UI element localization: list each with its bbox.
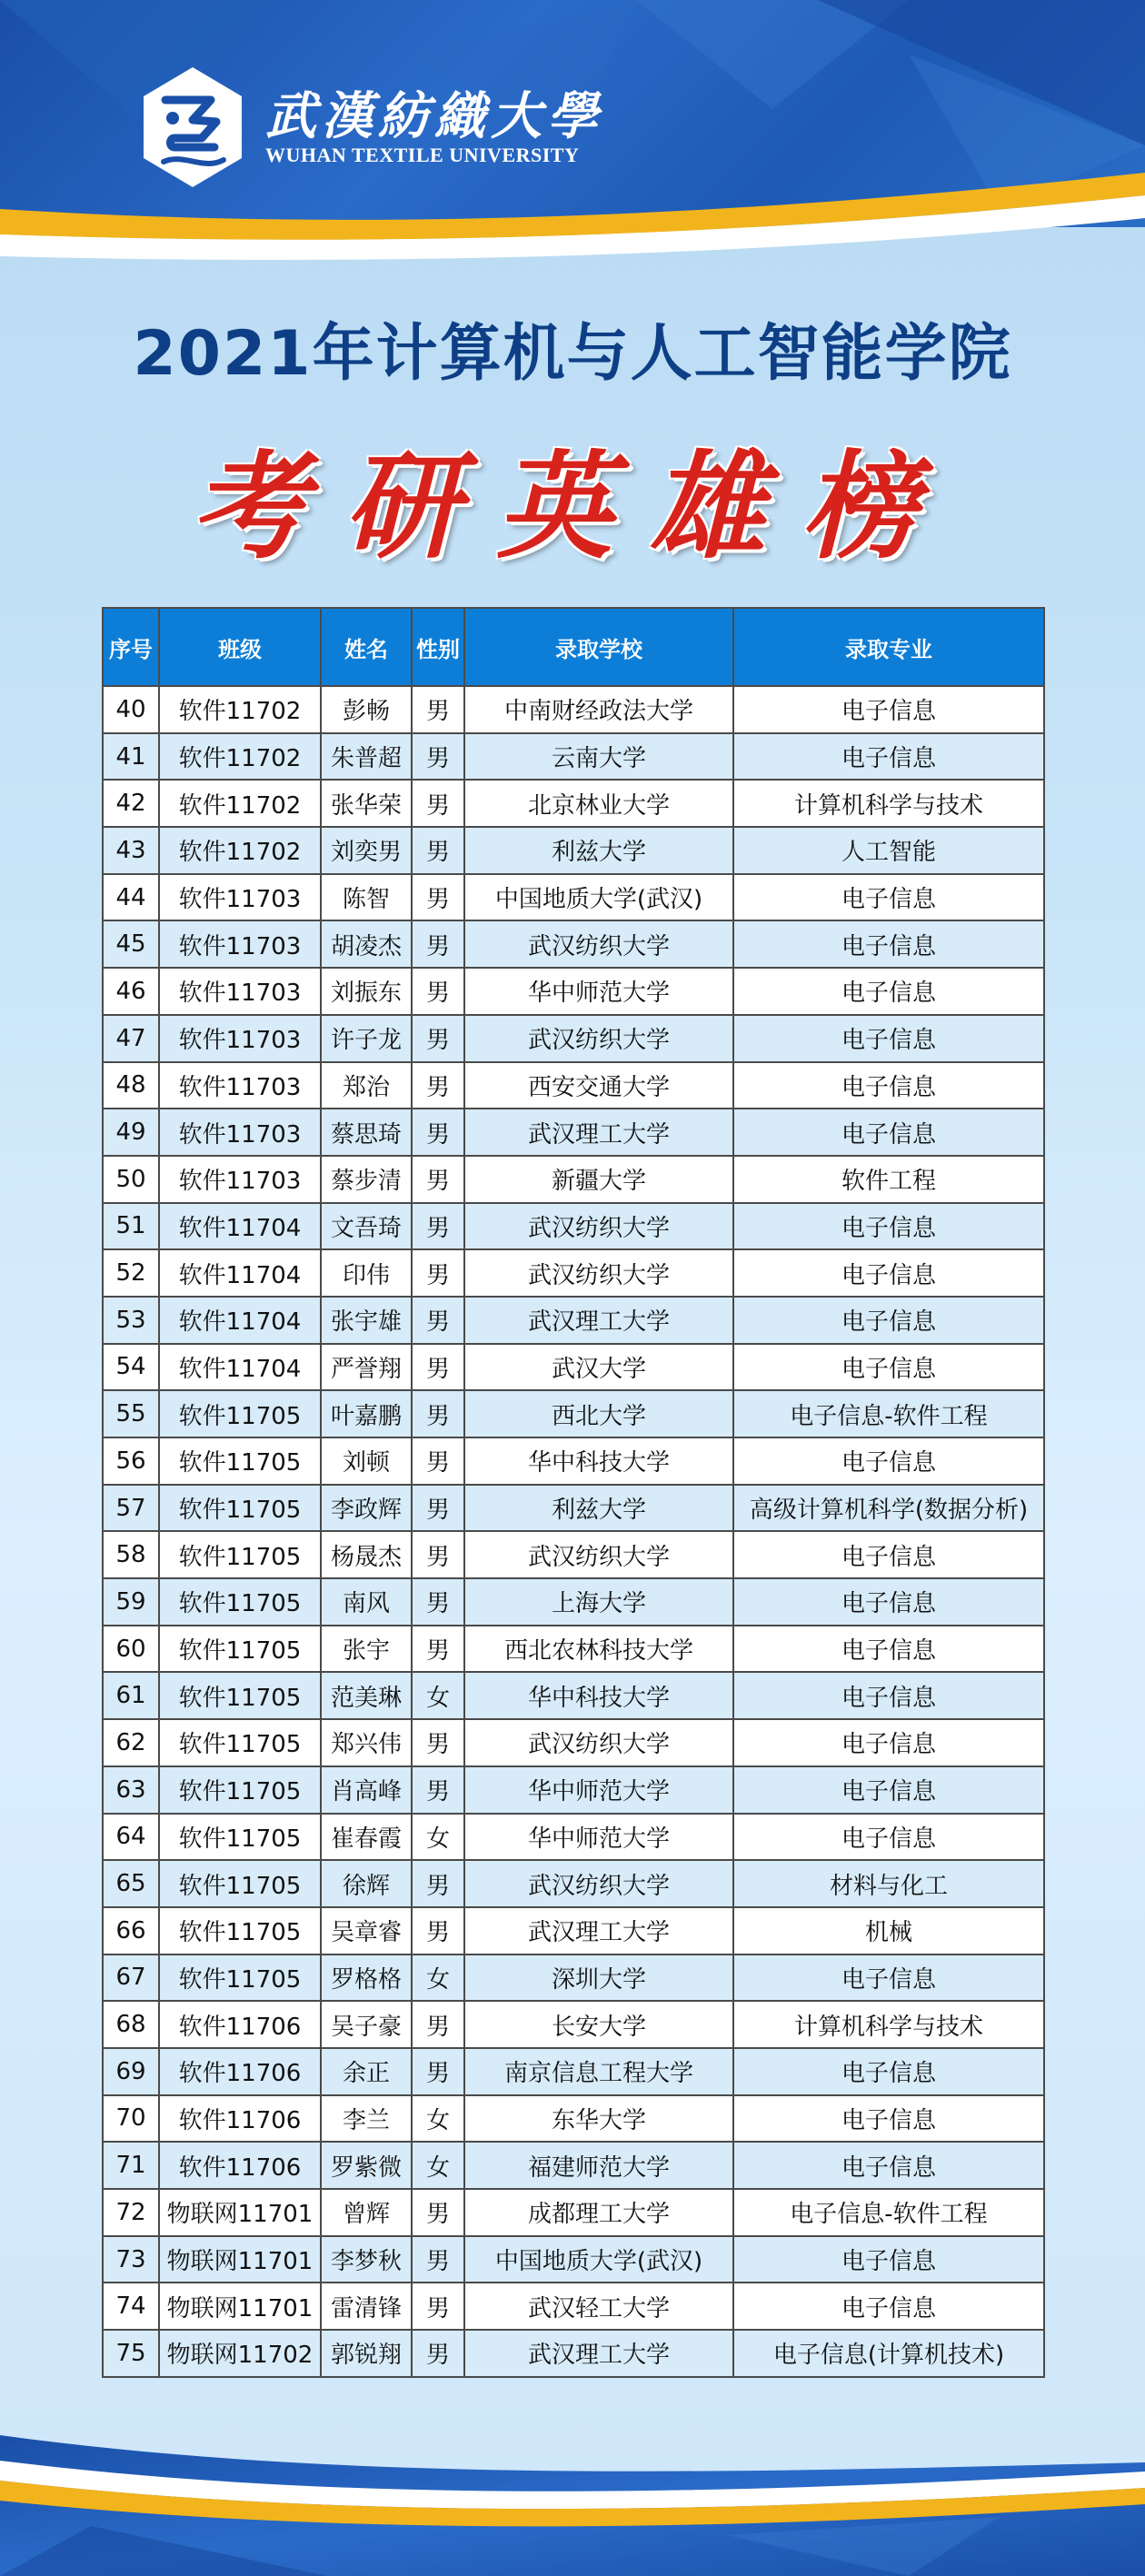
cell-school: 中国地质大学(武汉) (464, 874, 733, 921)
cell-major: 电子信息 (733, 1437, 1044, 1485)
cell-major: 电子信息 (733, 1578, 1044, 1626)
cell-name: 杨晟杰 (321, 1531, 412, 1578)
cell-gender: 女 (412, 1954, 464, 2002)
cell-gender: 男 (412, 1485, 464, 1532)
table-row (103, 1203, 1044, 1250)
cell-name: 印伟 (321, 1249, 412, 1297)
cell-class: 软件11705 (159, 1390, 321, 1437)
table-row (103, 2330, 1044, 2377)
cell-index: 73 (103, 2236, 159, 2283)
cell-index: 65 (103, 1860, 159, 1907)
cell-class: 物联网11701 (159, 2283, 321, 2330)
cell-major: 电子信息 (733, 1626, 1044, 1673)
cell-index: 45 (103, 920, 159, 968)
cell-class: 软件11705 (159, 1766, 321, 1814)
cell-school: 武汉纺织大学 (464, 1203, 733, 1250)
cell-major: 机械 (733, 1907, 1044, 1954)
cell-major: 电子信息 (733, 1766, 1044, 1814)
cell-major: 高级计算机科学(数据分析) (733, 1485, 1044, 1532)
cell-major: 电子信息 (733, 2142, 1044, 2189)
cell-school: 长安大学 (464, 2001, 733, 2048)
cell-gender: 男 (412, 1249, 464, 1297)
cell-school: 武汉纺织大学 (464, 1531, 733, 1578)
cell-school: 武汉纺织大学 (464, 1249, 733, 1297)
cell-name: 蔡步清 (321, 1156, 412, 1203)
cell-index: 60 (103, 1626, 159, 1673)
cell-class: 软件11702 (159, 686, 321, 733)
table-row (103, 2142, 1044, 2189)
cell-major: 计算机科学与技术 (733, 780, 1044, 827)
table-row (103, 1860, 1044, 1907)
cell-school: 华中师范大学 (464, 1766, 733, 1814)
cell-gender: 男 (412, 1626, 464, 1673)
cell-index: 57 (103, 1485, 159, 1532)
cell-name: 郑治 (321, 1062, 412, 1109)
cell-class: 软件11706 (159, 2001, 321, 2048)
cell-gender: 男 (412, 1109, 464, 1156)
cell-name: 罗紫微 (321, 2142, 412, 2189)
cell-school: 西北大学 (464, 1390, 733, 1437)
cell-name: 郑兴伟 (321, 1719, 412, 1766)
cell-major: 电子信息 (733, 1814, 1044, 1861)
cell-index: 51 (103, 1203, 159, 1250)
cell-major: 电子信息-软件工程 (733, 1390, 1044, 1437)
cell-index: 71 (103, 2142, 159, 2189)
table-row (103, 733, 1044, 781)
column-header-gender: 性别 (412, 608, 464, 686)
cell-school: 上海大学 (464, 1578, 733, 1626)
column-header-index: 序号 (103, 608, 159, 686)
table-row (103, 1249, 1044, 1297)
cell-class: 软件11702 (159, 780, 321, 827)
table-row (103, 2001, 1044, 2048)
cell-name: 彭畅 (321, 686, 412, 733)
cell-name: 余正 (321, 2048, 412, 2095)
table-row (103, 874, 1044, 921)
page-title: 2021年计算机与人工智能学院 (133, 318, 1012, 390)
cell-class: 软件11705 (159, 1907, 321, 1954)
cell-major: 电子信息 (733, 1344, 1044, 1391)
cell-school: 武汉理工大学 (464, 1907, 733, 1954)
cell-index: 54 (103, 1344, 159, 1391)
cell-major: 电子信息-软件工程 (733, 2189, 1044, 2236)
cell-name: 李政辉 (321, 1485, 412, 1532)
cell-name: 张宇 (321, 1626, 412, 1673)
cell-major: 电子信息 (733, 2236, 1044, 2283)
cell-gender: 男 (412, 1015, 464, 1062)
cell-name: 刘振东 (321, 968, 412, 1015)
cell-school: 中南财经政法大学 (464, 686, 733, 733)
cell-name: 李兰 (321, 2095, 412, 2143)
school-name-en: WUHAN TEXTILE UNIVERSITY (265, 144, 580, 166)
logo-emblem-icon (138, 64, 247, 191)
cell-class: 软件11705 (159, 1719, 321, 1766)
cell-gender: 男 (412, 1860, 464, 1907)
page-subtitle: 考研英雄榜 (190, 439, 954, 575)
cell-major: 电子信息 (733, 1531, 1044, 1578)
cell-gender: 男 (412, 920, 464, 968)
cell-gender: 男 (412, 686, 464, 733)
cell-gender: 男 (412, 874, 464, 921)
cell-gender: 男 (412, 1203, 464, 1250)
cell-name: 曾辉 (321, 2189, 412, 2236)
cell-gender: 男 (412, 2330, 464, 2377)
cell-school: 华中科技大学 (464, 1437, 733, 1485)
cell-index: 40 (103, 686, 159, 733)
table-row (103, 1719, 1044, 1766)
cell-gender: 男 (412, 2283, 464, 2330)
cell-name: 蔡思琦 (321, 1109, 412, 1156)
cell-name: 张宇雄 (321, 1297, 412, 1344)
cell-class: 软件11706 (159, 2095, 321, 2143)
cell-school: 成都理工大学 (464, 2189, 733, 2236)
cell-name: 雷清锋 (321, 2283, 412, 2330)
cell-major: 电子信息 (733, 2283, 1044, 2330)
cell-major: 电子信息 (733, 2095, 1044, 2143)
cell-index: 52 (103, 1249, 159, 1297)
cell-major: 材料与化工 (733, 1860, 1044, 1907)
cell-name: 许子龙 (321, 1015, 412, 1062)
cell-major: 电子信息 (733, 1109, 1044, 1156)
cell-index: 48 (103, 1062, 159, 1109)
cell-school: 深圳大学 (464, 1954, 733, 2002)
cell-class: 软件11704 (159, 1344, 321, 1391)
table-row (103, 2236, 1044, 2283)
cell-class: 软件11704 (159, 1203, 321, 1250)
table-row (103, 1062, 1044, 1109)
cell-gender: 男 (412, 2001, 464, 2048)
cell-school: 武汉纺织大学 (464, 920, 733, 968)
table-row (103, 2095, 1044, 2143)
cell-class: 软件11705 (159, 1437, 321, 1485)
cell-major: 电子信息 (733, 733, 1044, 781)
cell-major: 电子信息 (733, 2048, 1044, 2095)
table-row (103, 2283, 1044, 2330)
table-row (103, 1344, 1044, 1391)
table-row (103, 1672, 1044, 1719)
cell-class: 软件11703 (159, 1109, 321, 1156)
cell-school: 武汉轻工大学 (464, 2283, 733, 2330)
cell-school: 华中科技大学 (464, 1672, 733, 1719)
cell-index: 69 (103, 2048, 159, 2095)
cell-gender: 女 (412, 1672, 464, 1719)
table-row (103, 1109, 1044, 1156)
cell-major: 电子信息 (733, 1672, 1044, 1719)
cell-index: 50 (103, 1156, 159, 1203)
table-row (103, 1390, 1044, 1437)
table-row (103, 2189, 1044, 2236)
admission-table (102, 607, 1045, 2378)
university-logo (138, 64, 247, 194)
cell-name: 吴子豪 (321, 2001, 412, 2048)
cell-class: 软件11705 (159, 1626, 321, 1673)
cell-class: 软件11703 (159, 1156, 321, 1203)
cell-name: 刘顿 (321, 1437, 412, 1485)
cell-class: 软件11703 (159, 874, 321, 921)
cell-index: 58 (103, 1531, 159, 1578)
cell-class: 软件11704 (159, 1297, 321, 1344)
cell-gender: 男 (412, 1062, 464, 1109)
cell-index: 66 (103, 1907, 159, 1954)
cell-name: 肖高峰 (321, 1766, 412, 1814)
cell-name: 罗格格 (321, 1954, 412, 2002)
cell-gender: 男 (412, 1907, 464, 1954)
cell-index: 64 (103, 1814, 159, 1861)
cell-class: 物联网11702 (159, 2330, 321, 2377)
cell-gender: 男 (412, 1297, 464, 1344)
table-row (103, 1814, 1044, 1861)
cell-gender: 男 (412, 827, 464, 874)
table-row (103, 1578, 1044, 1626)
table-row (103, 1531, 1044, 1578)
cell-class: 软件11705 (159, 1485, 321, 1532)
cell-school: 南京信息工程大学 (464, 2048, 733, 2095)
table-row (103, 1954, 1044, 2002)
cell-class: 软件11706 (159, 2048, 321, 2095)
cell-gender: 男 (412, 1578, 464, 1626)
cell-school: 西安交通大学 (464, 1062, 733, 1109)
cell-index: 55 (103, 1390, 159, 1437)
cell-major: 电子信息 (733, 1203, 1044, 1250)
cell-major: 电子信息 (733, 1719, 1044, 1766)
cell-gender: 男 (412, 968, 464, 1015)
cell-index: 44 (103, 874, 159, 921)
cell-gender: 男 (412, 1719, 464, 1766)
cell-school: 武汉纺织大学 (464, 1860, 733, 1907)
cell-index: 41 (103, 733, 159, 781)
cell-major: 电子信息 (733, 968, 1044, 1015)
cell-gender: 男 (412, 2236, 464, 2283)
table-row (103, 1766, 1044, 1814)
cell-major: 计算机科学与技术 (733, 2001, 1044, 2048)
cell-major: 人工智能 (733, 827, 1044, 874)
cell-major: 电子信息 (733, 1297, 1044, 1344)
cell-class: 软件11705 (159, 1672, 321, 1719)
cell-major: 电子信息(计算机技术) (733, 2330, 1044, 2377)
column-header-class: 班级 (159, 608, 321, 686)
cell-name: 严誉翔 (321, 1344, 412, 1391)
cell-school: 北京林业大学 (464, 780, 733, 827)
table-header-row (103, 608, 1044, 686)
cell-school: 武汉理工大学 (464, 1109, 733, 1156)
cell-index: 62 (103, 1719, 159, 1766)
cell-gender: 男 (412, 780, 464, 827)
cell-index: 47 (103, 1015, 159, 1062)
cell-index: 74 (103, 2283, 159, 2330)
cell-major: 电子信息 (733, 1062, 1044, 1109)
cell-index: 56 (103, 1437, 159, 1485)
cell-gender: 女 (412, 2142, 464, 2189)
cell-school: 云南大学 (464, 733, 733, 781)
table-row (103, 1907, 1044, 1954)
cell-class: 软件11705 (159, 1814, 321, 1861)
cell-school: 武汉理工大学 (464, 1297, 733, 1344)
cell-major: 软件工程 (733, 1156, 1044, 1203)
cell-school: 新疆大学 (464, 1156, 733, 1203)
cell-gender: 男 (412, 733, 464, 781)
cell-major: 电子信息 (733, 920, 1044, 968)
cell-index: 67 (103, 1954, 159, 2002)
cell-name: 朱普超 (321, 733, 412, 781)
cell-class: 软件11703 (159, 1062, 321, 1109)
cell-gender: 男 (412, 2048, 464, 2095)
column-header-major: 录取专业 (733, 608, 1044, 686)
cell-gender: 男 (412, 1437, 464, 1485)
table-row (103, 1626, 1044, 1673)
cell-class: 软件11704 (159, 1249, 321, 1297)
cell-class: 软件11705 (159, 1860, 321, 1907)
cell-school: 武汉纺织大学 (464, 1719, 733, 1766)
table-row (103, 2048, 1044, 2095)
cell-index: 59 (103, 1578, 159, 1626)
cell-major: 电子信息 (733, 874, 1044, 921)
table-row (103, 827, 1044, 874)
cell-name: 范美琳 (321, 1672, 412, 1719)
cell-gender: 男 (412, 1156, 464, 1203)
column-header-name: 姓名 (321, 608, 412, 686)
column-header-school: 录取学校 (464, 608, 733, 686)
cell-index: 70 (103, 2095, 159, 2143)
cell-class: 软件11703 (159, 1015, 321, 1062)
cell-class: 物联网11701 (159, 2236, 321, 2283)
cell-school: 中国地质大学(武汉) (464, 2236, 733, 2283)
cell-name: 徐辉 (321, 1860, 412, 1907)
cell-index: 75 (103, 2330, 159, 2377)
cell-gender: 男 (412, 1390, 464, 1437)
cell-class: 软件11702 (159, 733, 321, 781)
cell-gender: 男 (412, 1766, 464, 1814)
cell-index: 53 (103, 1297, 159, 1344)
table-row (103, 686, 1044, 733)
cell-class: 软件11703 (159, 920, 321, 968)
cell-class: 软件11705 (159, 1954, 321, 2002)
cell-major: 电子信息 (733, 686, 1044, 733)
table-row (103, 968, 1044, 1015)
cell-index: 72 (103, 2189, 159, 2236)
cell-major: 电子信息 (733, 1954, 1044, 2002)
cell-major: 电子信息 (733, 1249, 1044, 1297)
cell-name: 刘奕男 (321, 827, 412, 874)
table-row (103, 1297, 1044, 1344)
table-row (103, 1437, 1044, 1485)
cell-index: 42 (103, 780, 159, 827)
table-row (103, 920, 1044, 968)
cell-class: 软件11705 (159, 1531, 321, 1578)
cell-name: 张华荣 (321, 780, 412, 827)
cell-index: 46 (103, 968, 159, 1015)
cell-index: 43 (103, 827, 159, 874)
cell-name: 胡凌杰 (321, 920, 412, 968)
cell-school: 华中师范大学 (464, 968, 733, 1015)
cell-name: 崔春霞 (321, 1814, 412, 1861)
table-row (103, 1156, 1044, 1203)
cell-class: 软件11703 (159, 968, 321, 1015)
cell-school: 武汉大学 (464, 1344, 733, 1391)
cell-school: 福建师范大学 (464, 2142, 733, 2189)
cell-gender: 男 (412, 1531, 464, 1578)
cell-school: 利兹大学 (464, 1485, 733, 1532)
cell-school: 利兹大学 (464, 827, 733, 874)
cell-name: 叶嘉鹏 (321, 1390, 412, 1437)
cell-major: 电子信息 (733, 1015, 1044, 1062)
cell-school: 西北农林科技大学 (464, 1626, 733, 1673)
cell-index: 61 (103, 1672, 159, 1719)
cell-name: 文吾琦 (321, 1203, 412, 1250)
cell-name: 郭锐翔 (321, 2330, 412, 2377)
cell-name: 李梦秋 (321, 2236, 412, 2283)
cell-gender: 女 (412, 2095, 464, 2143)
cell-gender: 男 (412, 2189, 464, 2236)
cell-index: 49 (103, 1109, 159, 1156)
cell-class: 软件11706 (159, 2142, 321, 2189)
table-row (103, 1015, 1044, 1062)
cell-gender: 男 (412, 1344, 464, 1391)
table-row (103, 780, 1044, 827)
cell-school: 东华大学 (464, 2095, 733, 2143)
cell-class: 软件11705 (159, 1578, 321, 1626)
cell-school: 武汉理工大学 (464, 2330, 733, 2377)
cell-name: 陈智 (321, 874, 412, 921)
cell-name: 吴章睿 (321, 1907, 412, 1954)
cell-index: 63 (103, 1766, 159, 1814)
cell-index: 68 (103, 2001, 159, 2048)
cell-class: 软件11702 (159, 827, 321, 874)
footer-band (0, 2417, 1145, 2576)
cell-gender: 女 (412, 1814, 464, 1861)
table-body (103, 686, 1044, 2377)
cell-school: 华中师范大学 (464, 1814, 733, 1861)
cell-school: 武汉纺织大学 (464, 1015, 733, 1062)
cell-name: 南风 (321, 1578, 412, 1626)
cell-class: 物联网11701 (159, 2189, 321, 2236)
school-name-cn: 武漢紡織大學 (265, 86, 603, 146)
table-row (103, 1485, 1044, 1532)
